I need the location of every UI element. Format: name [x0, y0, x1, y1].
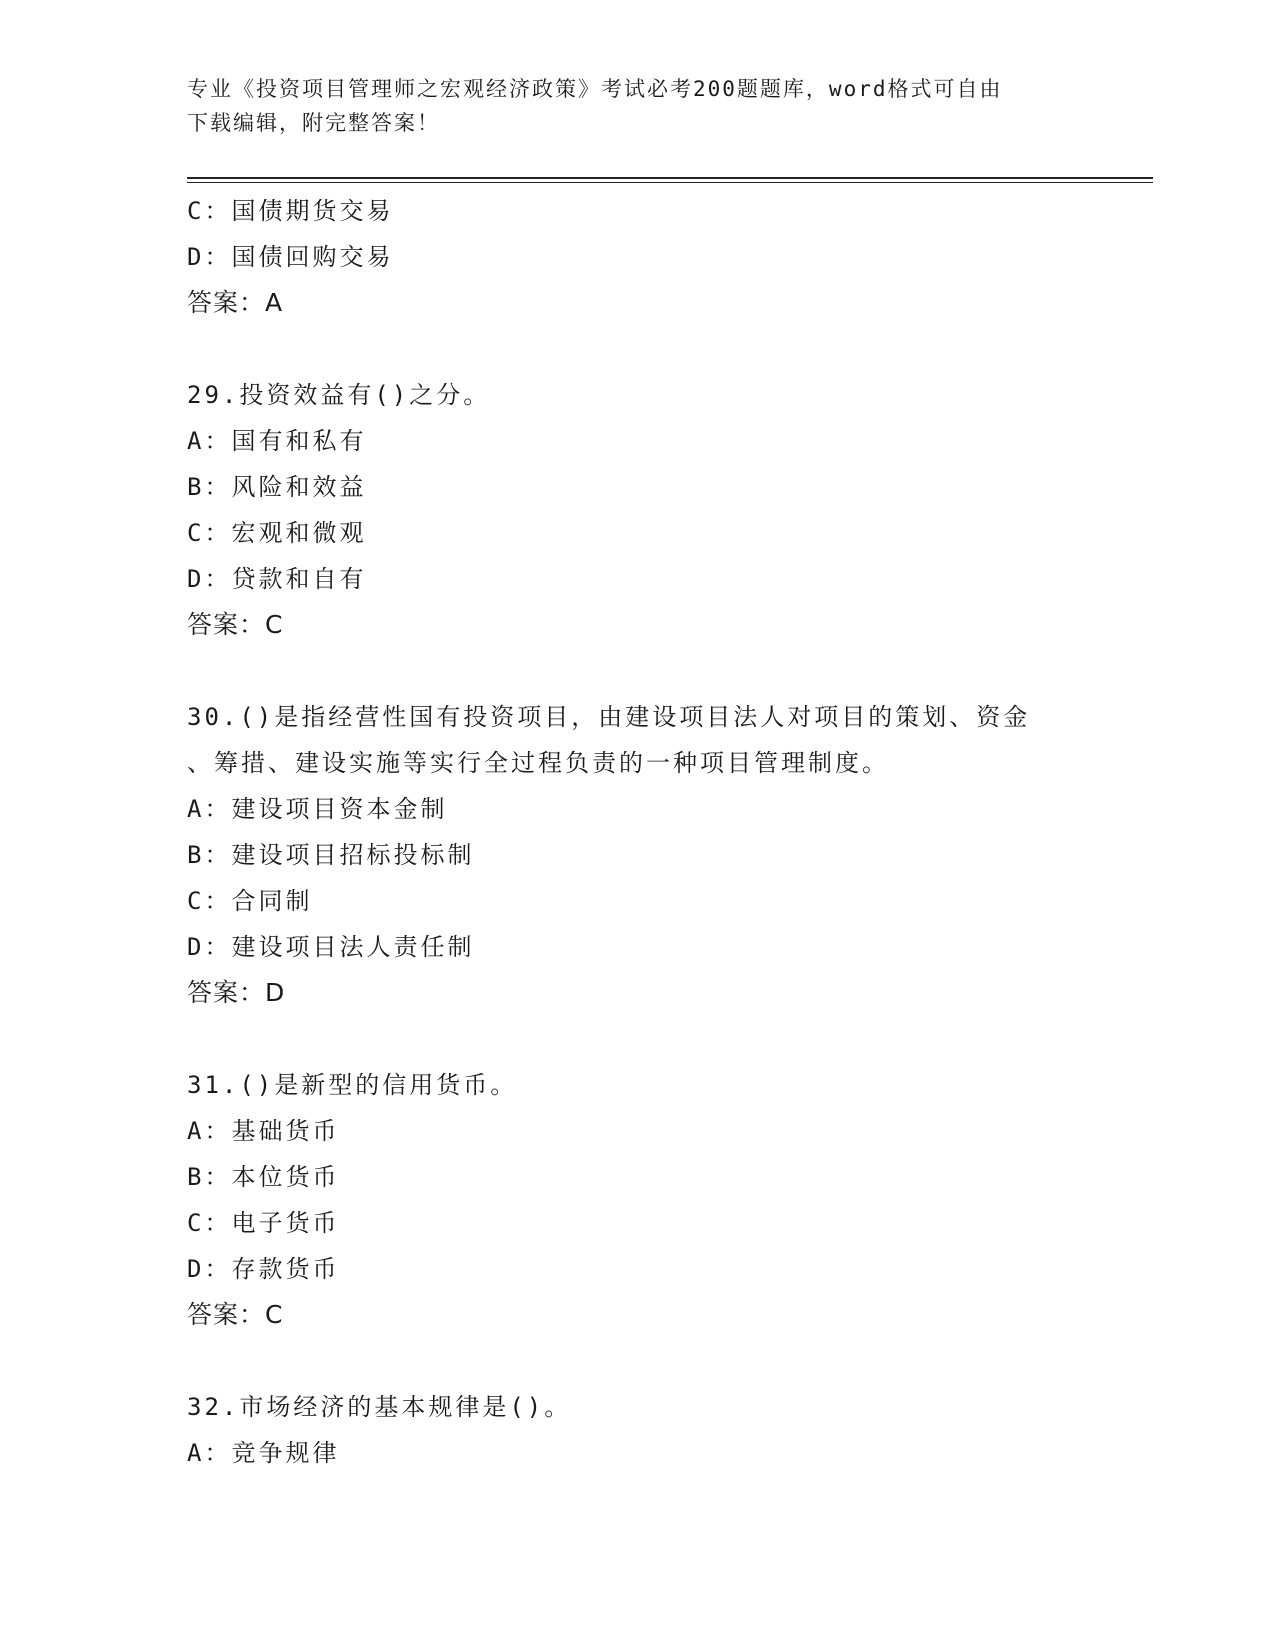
option-a: A：基础货币: [187, 1117, 340, 1145]
option-d: D：国债回购交易: [187, 243, 394, 271]
answer-line: 答案：D: [187, 978, 286, 1007]
answer-line: 答案：A: [187, 288, 284, 317]
option-b: B：建设项目招标投标制: [187, 841, 475, 869]
question-block-31: [187, 1062, 1107, 1338]
question-block-30: [187, 694, 1107, 1016]
question-list: [187, 188, 1107, 1476]
option-b: B：风险和效益: [187, 473, 367, 501]
question-stem: 32.市场经济的基本规律是()。: [187, 1393, 572, 1421]
question-block-32: [187, 1384, 1107, 1476]
option-a: A：竞争规律: [187, 1439, 340, 1467]
option-b: B：本位货币: [187, 1163, 340, 1191]
question-block-continued: [187, 188, 1107, 326]
document-header: [187, 72, 1087, 140]
option-d: D：贷款和自有: [187, 565, 367, 593]
answer-line: 答案：C: [187, 610, 284, 639]
header-line-2: 下载编辑，附完整答案！: [187, 111, 440, 135]
question-stem: 31.()是新型的信用货币。: [187, 1071, 518, 1099]
option-c: C：电子货币: [187, 1209, 340, 1237]
question-stem-line-1: 30.()是指经营性国有投资项目，由建设项目法人对项目的策划、资金: [187, 703, 1031, 731]
option-c: C：合同制: [187, 887, 313, 915]
option-a: A：国有和私有: [187, 427, 367, 455]
question-stem: 29.投资效益有()之分。: [187, 381, 491, 409]
question-block-29: [187, 372, 1107, 648]
option-c: C：国债期货交易: [187, 197, 394, 225]
option-a: A：建设项目资本金制: [187, 795, 448, 823]
header-line-1: 专业《投资项目管理师之宏观经济政策》考试必考200题题库，word格式可自由: [187, 77, 1003, 101]
header-divider-thin: [187, 182, 1153, 183]
answer-line: 答案：C: [187, 1300, 284, 1329]
option-d: D：建设项目法人责任制: [187, 933, 475, 961]
question-stem-line-2: 、筹措、建设实施等实行全过程负责的一种项目管理制度。: [187, 749, 889, 777]
option-d: D：存款货币: [187, 1255, 340, 1283]
option-c: C：宏观和微观: [187, 519, 367, 547]
header-divider-thick: [187, 177, 1153, 179]
